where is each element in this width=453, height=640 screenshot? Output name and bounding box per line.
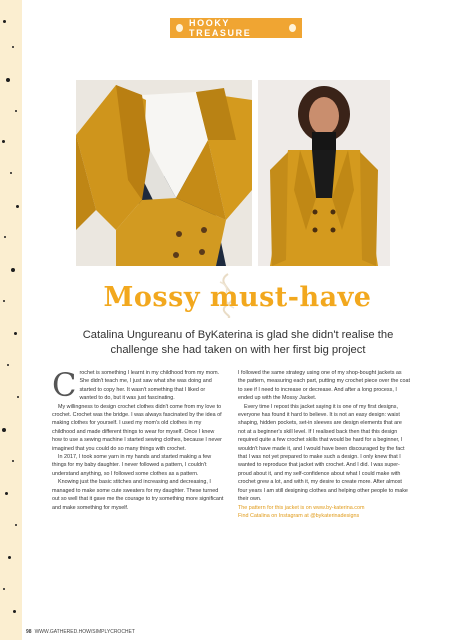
pattern-link[interactable]: The pattern for this jacket is on www.by-katerina.com xyxy=(238,504,365,511)
article-paragraph: My willingness to design crochet clothes didn't come from my love to crochet. Crochet was the bridge. I was always fascinated by the idea of making clothes for yourself. I used my mom's old clothes in my childhood and made different things to wear for myself. Once I knew how to use a sewing machine I started sewing clothes, because I never imagined that you could do so many things with crochet. xyxy=(52,403,222,452)
instagram-link[interactable]: Find Catalina on Instagram at @bykaterinadesigns xyxy=(238,512,360,519)
speckled-margin xyxy=(0,0,22,640)
article-column-right xyxy=(238,369,410,520)
banner-ornament-left xyxy=(176,24,183,32)
jacket-flatlay-photo xyxy=(76,80,252,266)
banner-ornament-right xyxy=(289,24,296,32)
article-paragraph: Knowing just the basic stitches and increasing and decreasing, I managed to make some cute sweaters for my daughter. These turned out so well that it gave me the courage to try something more significant and make something for myself. xyxy=(52,479,224,511)
article-paragraph: Crochet is something I learnt in my childhood from my mom. She didn't teach me, I just saw what she was doing and started to copy her. It wasn't something that I liked or wanted to do, but it was just fascinating. xyxy=(52,366,220,404)
article-paragraph: In 2017, I took some yarn in my hands and started making a few things for my baby daughter. I never followed a pattern, I couldn't understand anything, so I followed some clothes as a pattern. xyxy=(52,454,212,477)
article-paragraph: Every time I repost this jacket saying it is one of my first designs, everyone has found it hard to believe. It is not an easy design: waist shaping, hidden pockets, set-in sleeves are design elements that are not at a beginner's skill level. If I realised back then that this design required quite a few crochet skills that would be hard for a beginner, I wouldn't have made it, and I would have been discouraged by the fact that I was not yet prepared to make such a design. I only knew that I wanted to reproduce that jacket with crochet. And I did. I was super-proud about it, and my self-confidence about what I could make with crochet grew a lot, and with it, my desire to create more. After almost four years I am still designing clothes and helping other people to make their own. xyxy=(238,403,408,503)
section-banner xyxy=(170,18,302,38)
drop-cap: C xyxy=(52,366,77,404)
article-column-left xyxy=(52,366,224,512)
article-paragraph: I followed the same strategy using one of my shop-bought jackets as the pattern, measuring each part, putting my crochet piece over the coat to see if I need to increase or decrease. And after a long process, I ended up with the Mossy Jacket. xyxy=(238,370,410,402)
model-image xyxy=(258,80,390,266)
model-wearing-jacket-photo xyxy=(258,80,390,266)
page-footer xyxy=(26,629,135,635)
article-headline: Mossy must-have xyxy=(103,282,372,313)
jacket-flatlay-image xyxy=(76,80,252,266)
page-number: 98 xyxy=(26,629,32,635)
article-standfirst: Catalina Ungureanu of ByKaterina is glad she didn't realise the challenge she had taken on with her first big project xyxy=(82,329,394,356)
footer-url[interactable]: WWW.GATHERED.HOW/SIMPLYCROCHET xyxy=(34,629,135,635)
section-banner-label: HOOKY TREASURE xyxy=(189,18,252,38)
magazine-page xyxy=(22,0,453,640)
